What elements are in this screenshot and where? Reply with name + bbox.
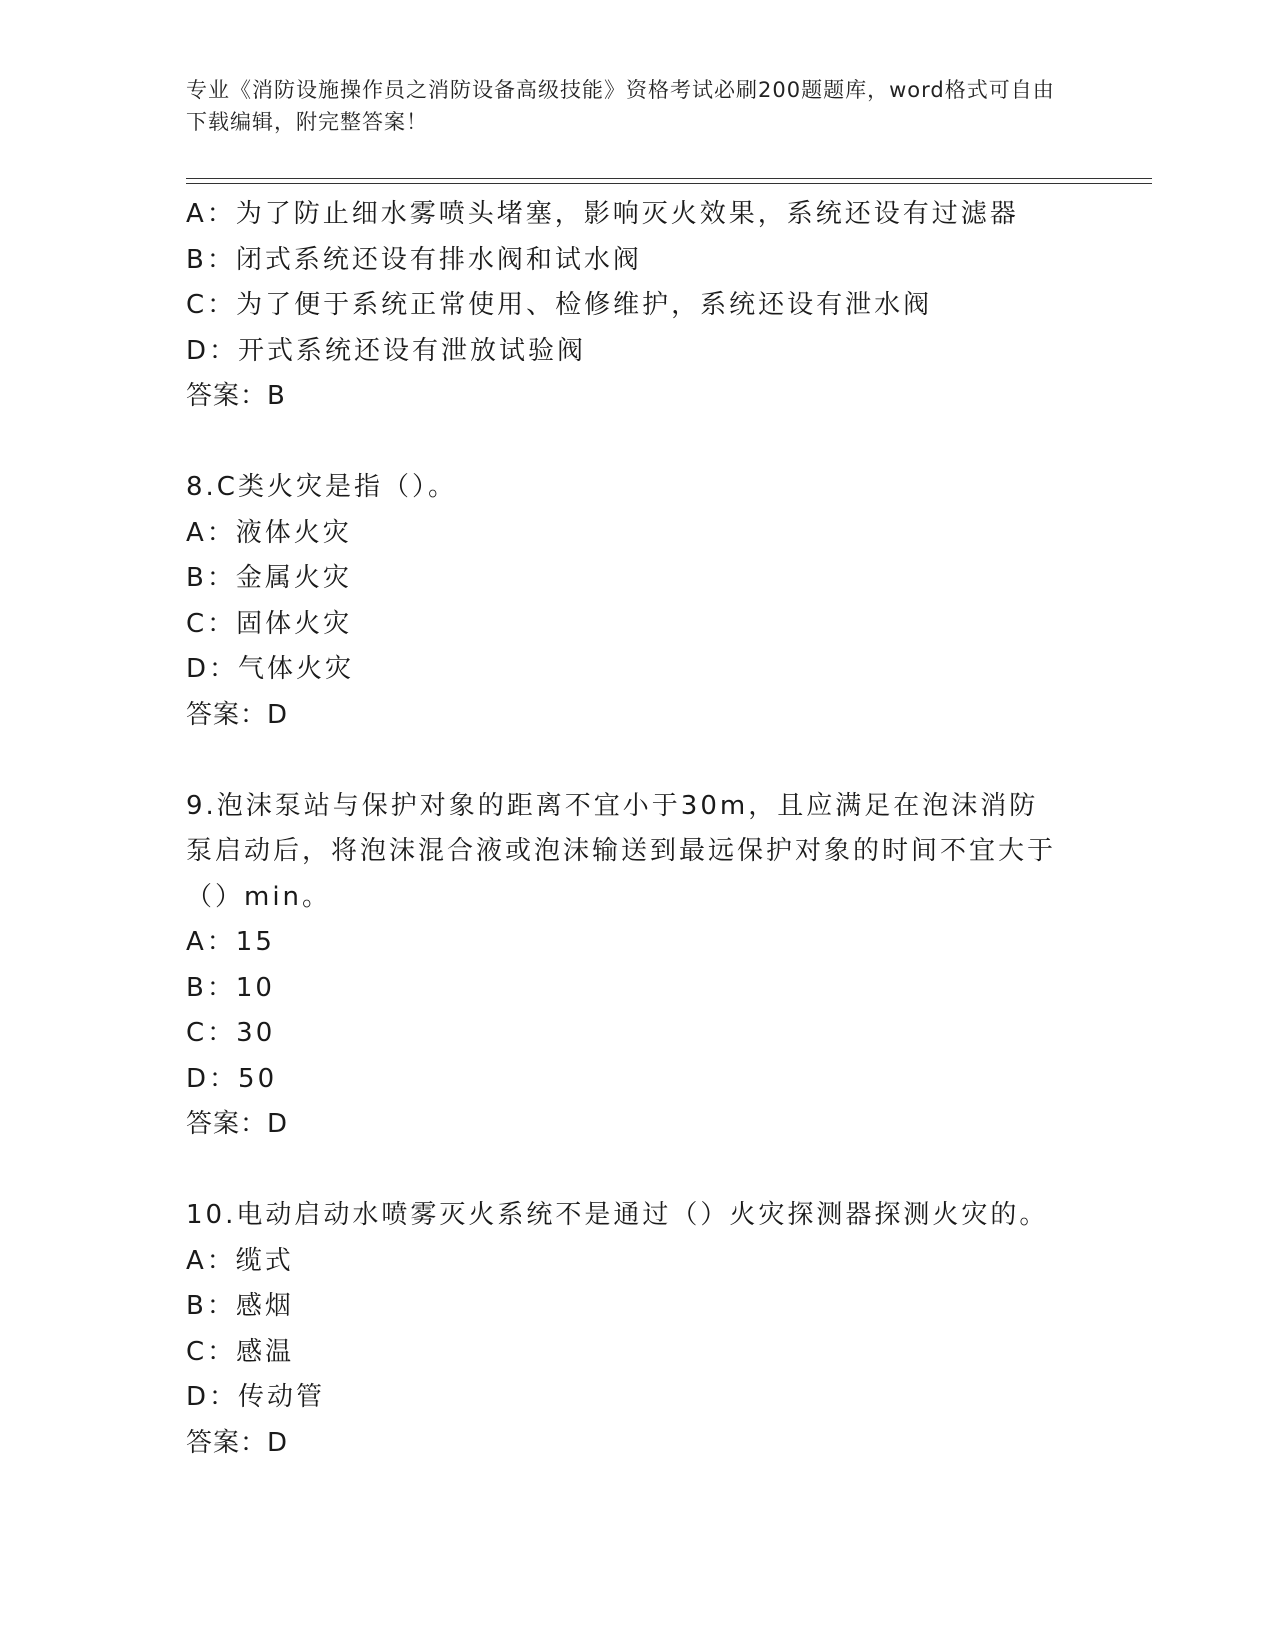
answer: 答案：D [186,1109,289,1139]
spacer [186,738,1116,784]
question-text: 9.泡沫泵站与保护对象的距离不宜小于30m，且应满足在泡沫消防泵启动后，将泡沫混合液或泡沫输送到最远保护对象的时间不宜大于（）min。 [186,790,1057,912]
answer: 答案：B [186,381,286,411]
option-b: B：10 [186,972,275,1003]
question-text: 10.电动启动水喷雾灭火系统不是通过（）火灾探测器探测火灾的。 [186,1200,1049,1230]
header-divider-top [186,178,1152,179]
question-block-10 [186,1193,1116,1466]
option-b: B：闭式系统还设有排水阀和试水阀 [186,244,642,275]
option-b: B：感烟 [186,1291,294,1321]
question-block-7 [186,192,1116,420]
option-d: D：气体火灾 [186,654,355,684]
option-c: C：感温 [186,1336,295,1367]
spacer [186,420,1116,466]
option-c: C：30 [186,1018,276,1048]
option-d: D：传动管 [186,1382,326,1412]
option-a: A：缆式 [186,1245,294,1276]
option-c: C：固体火灾 [186,608,353,639]
option-d: D：开式系统还设有泄放试验阀 [186,335,587,366]
option-a: A：15 [186,927,275,957]
option-a: A：为了防止细水雾喷头堵塞，影响灭火效果，系统还设有过滤器 [186,199,1019,229]
option-d: D：50 [186,1063,278,1094]
question-text: 8.C类火灾是指（）。 [186,472,457,502]
header-divider-bottom [186,183,1152,184]
spacer [186,1148,1116,1194]
option-a: A：液体火灾 [186,517,352,548]
option-c: C：为了便于系统正常使用、检修维护，系统还设有泄水阀 [186,290,933,320]
answer: 答案：D [186,1427,289,1458]
question-block-9 [186,784,1116,1148]
answer: 答案：D [186,699,289,730]
option-b: B：金属火灾 [186,563,352,593]
question-list [186,192,1116,1466]
document-header: 专业《消防设施操作员之消防设备高级技能》资格考试必刷200题题库，word格式可自由下载编辑，附完整答案！ [186,78,1055,134]
question-block-8 [186,465,1116,738]
